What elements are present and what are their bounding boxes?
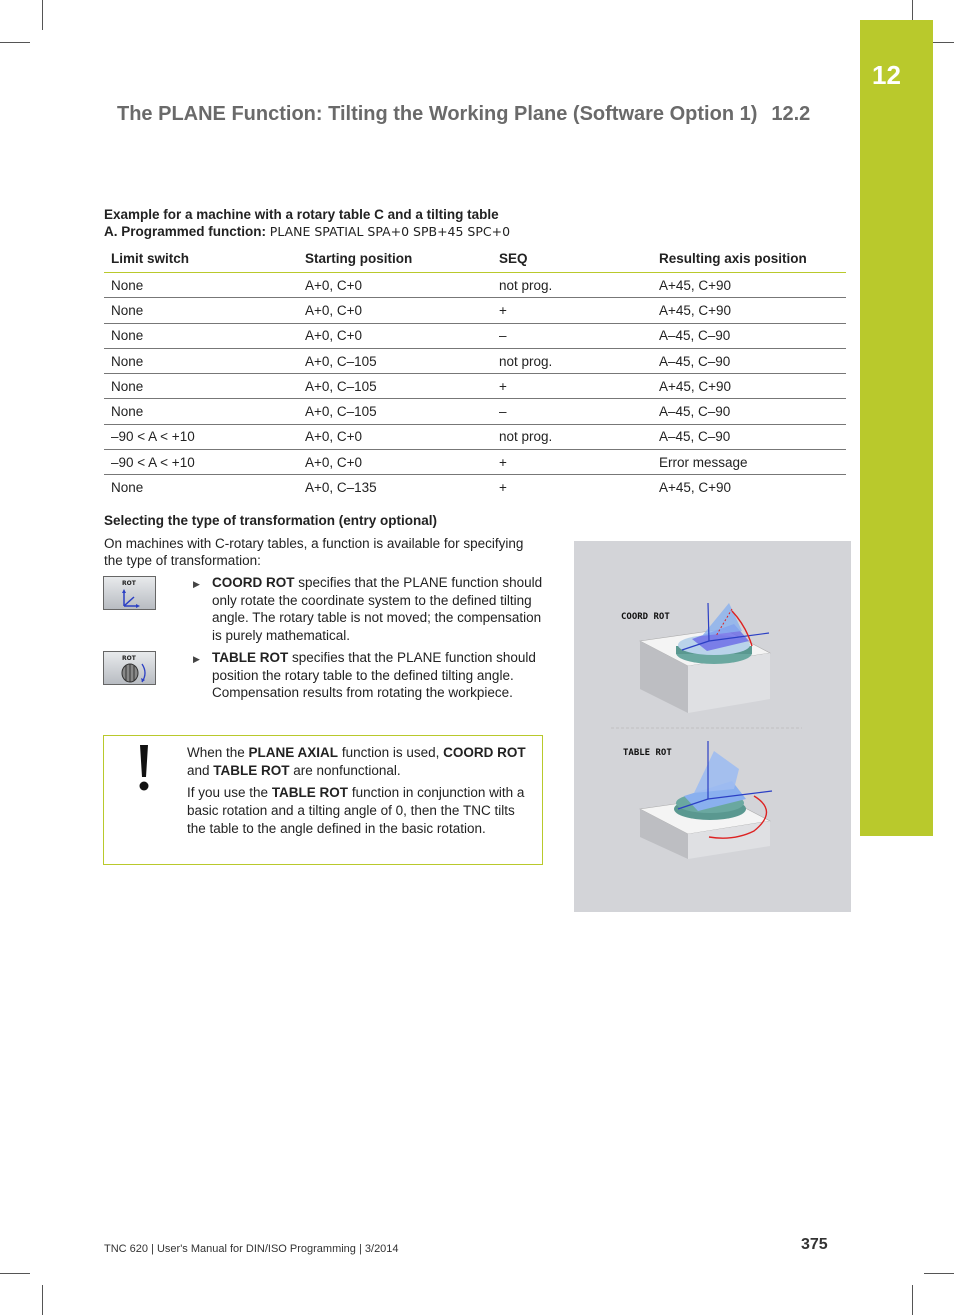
crop-mark	[924, 1273, 954, 1274]
note-paragraph	[187, 744, 532, 780]
table-cell: –90 < A < +10	[104, 424, 298, 449]
note-divider	[184, 736, 185, 864]
table-cell: None	[104, 298, 298, 323]
crop-mark	[42, 1285, 43, 1315]
table-cell: None	[104, 399, 298, 424]
section-intro: On machines with C-rotary tables, a function is available for specifying the type of transformation:	[104, 536, 524, 568]
note-term: PLANE AXIAL	[248, 745, 339, 760]
bullet-coord-rot	[193, 574, 545, 644]
table-cell: A+0, C+0	[298, 323, 492, 348]
table-cell: None	[104, 348, 298, 373]
page-header	[117, 103, 810, 126]
table-cell: A+0, C–135	[305, 480, 377, 496]
table-cell: +	[499, 480, 507, 496]
crop-mark	[0, 1273, 30, 1274]
table-cell: A+45, C+90	[652, 374, 846, 399]
warning-exclamation-icon	[135, 745, 153, 793]
table-cell: A+0, C–105	[298, 348, 492, 373]
table-cell: not prog.	[492, 348, 652, 373]
note-text-run: function is used,	[338, 745, 444, 760]
note-text-run: and	[187, 763, 214, 778]
table-row	[104, 450, 846, 475]
example-subtitle	[104, 224, 510, 239]
table-cell: –	[492, 323, 652, 348]
table-cell: –90 < A < +10	[104, 450, 298, 475]
note-text-run: are nonfunctional.	[289, 763, 401, 778]
table-cell: None	[104, 273, 298, 298]
table-cell: None	[111, 480, 144, 496]
table-cell: A+0, C+0	[298, 424, 492, 449]
section-title: Selecting the type of transformation (entry optional)	[104, 513, 438, 528]
chapter-number: 12	[872, 60, 901, 90]
table-cell: None	[104, 374, 298, 399]
table-cell: A+45, C+90	[652, 273, 846, 298]
table-row	[104, 374, 846, 399]
column-header: Limit switch	[104, 244, 298, 273]
page-number: 375	[801, 1236, 828, 1253]
table-header-row	[104, 244, 846, 273]
table-row	[104, 298, 846, 323]
bullet-arrow-icon: ▶	[193, 654, 200, 664]
table-row	[104, 273, 846, 298]
crop-mark	[0, 42, 30, 43]
column-header: Resulting axis position	[652, 244, 846, 273]
table-row	[104, 348, 846, 373]
note-paragraph	[187, 784, 532, 838]
note-term: TABLE ROT	[271, 785, 349, 800]
note-text-run: When the	[187, 745, 249, 760]
bullet-term: TABLE ROT	[212, 650, 289, 665]
table-cell: –	[492, 399, 652, 424]
note-term: TABLE ROT	[213, 763, 290, 778]
table-cell: A–45, C–90	[652, 399, 846, 424]
table-rot-softkey-icon	[104, 652, 157, 686]
softkey-label: ROT	[122, 580, 136, 587]
softkey-label: ROT	[122, 655, 136, 662]
table-row	[104, 424, 846, 449]
column-header: Starting position	[298, 244, 492, 273]
bullet-text: specifies that the PLANE function should position the rotary table to the defined tilting angle. Compensation results from rotating the workpiece.	[212, 650, 536, 701]
table-cell: A+0, C+0	[298, 273, 492, 298]
coord-rot-softkey-icon	[104, 577, 157, 611]
figure-label-coord-rot: COORD ROT	[621, 612, 670, 622]
note-text-run: If you use the	[187, 785, 272, 800]
table-cell: not prog.	[492, 424, 652, 449]
crop-mark	[42, 0, 43, 30]
table-cell: A–45, C–90	[652, 348, 846, 373]
example-sub-code: PLANE SPATIAL SPA+0 SPB+45 SPC+0	[269, 224, 511, 239]
figure-label-table-rot: TABLE ROT	[623, 748, 672, 758]
table-cell: A+0, C+0	[298, 298, 492, 323]
header-title: The PLANE Function: Tilting the Working Plane (Software Option 1)	[117, 103, 758, 125]
table-cell: Error message	[652, 450, 846, 475]
tilted-plane	[694, 751, 739, 793]
table-cell: A+45, C+90	[652, 298, 846, 323]
table-cell: A+45, C+90	[659, 480, 732, 496]
chapter-tab	[860, 20, 933, 836]
table-cell: None	[104, 323, 298, 348]
table-cell: +	[492, 298, 652, 323]
bullet-text: specifies that the PLANE function should only rotate the coordinate system to the defined tilting angle. The rotary table is not moved; the compensation is purely mathematical.	[212, 575, 543, 643]
table-cell: A–45, C–90	[652, 323, 846, 348]
bullet-arrow-icon: ▶	[193, 579, 200, 589]
table-cell: A+0, C+0	[298, 450, 492, 475]
table-cell: A+0, C–105	[298, 374, 492, 399]
column-header: SEQ	[492, 244, 652, 273]
table-row	[104, 475, 846, 500]
table-cell: A–45, C–90	[652, 424, 846, 449]
note-text	[187, 744, 532, 842]
table-cell: not prog.	[492, 273, 652, 298]
table-row	[104, 399, 846, 424]
header-section: 12.2	[771, 103, 811, 125]
note-text-run: function in conjunction with a basic rotation and a tilting angle of 0, then the TNC tilts the table to the angle defined in the basic rotation.	[187, 785, 525, 836]
table-rot-softkey[interactable]	[103, 651, 156, 685]
rot-illustration-svg	[574, 541, 851, 912]
bullet-term: COORD ROT	[212, 575, 295, 590]
footer-text: TNC 620 | User's Manual for DIN/ISO Programming | 3/2014	[104, 1243, 399, 1255]
results-table	[104, 244, 846, 500]
table-cell: A+0, C–105	[298, 399, 492, 424]
example-title: Example for a machine with a rotary table C and a tilting table	[104, 207, 499, 222]
table-cell: +	[492, 374, 652, 399]
example-sub-label: A. Programmed function:	[104, 224, 267, 239]
crop-mark	[912, 1285, 913, 1315]
table-cell: +	[492, 450, 652, 475]
rot-illustration	[574, 541, 851, 912]
note-term: COORD ROT	[443, 745, 526, 760]
coord-rot-softkey[interactable]	[103, 576, 156, 610]
bullet-table-rot	[193, 649, 545, 702]
table-row	[104, 323, 846, 348]
